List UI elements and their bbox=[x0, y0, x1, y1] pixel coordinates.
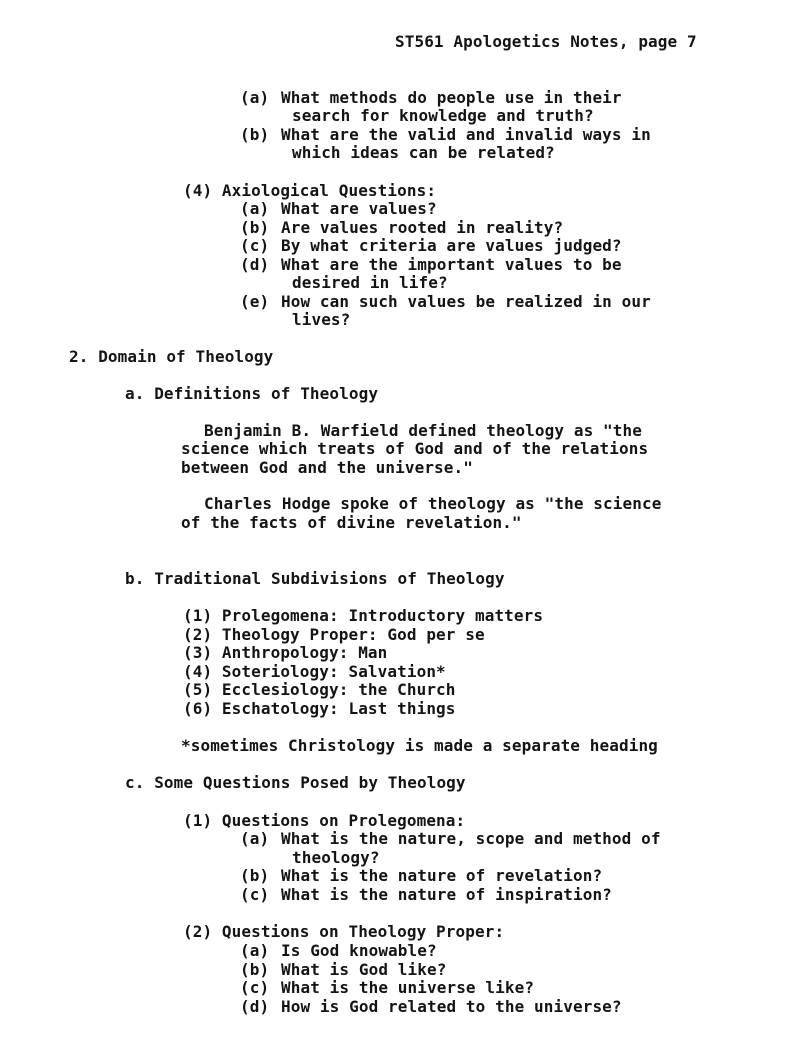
item-text: How can such values be realized in our bbox=[281, 292, 651, 311]
item-text: What is the nature of revelation? bbox=[281, 866, 603, 885]
item-text-cont: desired in life? bbox=[292, 273, 448, 292]
item-text: What are values? bbox=[281, 199, 437, 218]
subsection-heading: (4) Axiological Questions: bbox=[183, 181, 437, 200]
item-label: (c) bbox=[240, 885, 270, 904]
list-item: (1) Prolegomena: Introductory matters bbox=[183, 606, 544, 625]
item-text: What is the universe like? bbox=[281, 978, 535, 997]
subsection-heading: b. Traditional Subdivisions of Theology bbox=[125, 569, 505, 588]
page-header: ST561 Apologetics Notes, page 7 bbox=[395, 32, 697, 51]
item-label: (a) bbox=[240, 829, 270, 848]
question-group-heading: (1) Questions on Prolegomena: bbox=[183, 811, 466, 830]
item-label: (b) bbox=[240, 125, 270, 144]
item-text: By what criteria are values judged? bbox=[281, 236, 622, 255]
item-label: (d) bbox=[240, 255, 270, 274]
paragraph-line: Charles Hodge spoke of theology as "the science bbox=[204, 494, 662, 513]
paragraph-line: science which treats of God and of the relations bbox=[181, 439, 649, 458]
item-label: (c) bbox=[240, 978, 270, 997]
paragraph-line: between God and the universe." bbox=[181, 458, 473, 477]
paragraph-line: of the facts of divine revelation." bbox=[181, 513, 522, 532]
list-item: (5) Ecclesiology: the Church bbox=[183, 680, 456, 699]
question-group-heading: (2) Questions on Theology Proper: bbox=[183, 922, 505, 941]
item-text-cont: search for knowledge and truth? bbox=[292, 106, 594, 125]
item-text: What methods do people use in their bbox=[281, 88, 622, 107]
item-text: What is the nature, scope and method of bbox=[281, 829, 661, 848]
item-text: What is the nature of inspiration? bbox=[281, 885, 612, 904]
paragraph-line: Benjamin B. Warfield defined theology as "the bbox=[204, 421, 642, 440]
item-text: Is God knowable? bbox=[281, 941, 437, 960]
item-text-cont: which ideas can be related? bbox=[292, 143, 555, 162]
item-label: (a) bbox=[240, 88, 270, 107]
item-text: What are the valid and invalid ways in bbox=[281, 125, 651, 144]
section-heading: 2. Domain of Theology bbox=[69, 347, 274, 366]
item-text: Are values rooted in reality? bbox=[281, 218, 564, 237]
footnote: *sometimes Christology is made a separate heading bbox=[181, 736, 658, 755]
item-text: How is God related to the universe? bbox=[281, 997, 622, 1016]
subsection-heading: a. Definitions of Theology bbox=[125, 384, 379, 403]
item-text-cont: theology? bbox=[292, 848, 380, 867]
item-text: What is God like? bbox=[281, 960, 447, 979]
item-label: (a) bbox=[240, 199, 270, 218]
list-item: (6) Eschatology: Last things bbox=[183, 699, 456, 718]
item-label: (d) bbox=[240, 997, 270, 1016]
item-label: (e) bbox=[240, 292, 270, 311]
subsection-heading: c. Some Questions Posed by Theology bbox=[125, 773, 466, 792]
list-item: (3) Anthropology: Man bbox=[183, 643, 388, 662]
item-label: (a) bbox=[240, 941, 270, 960]
list-item: (4) Soteriology: Salvation* bbox=[183, 662, 446, 681]
item-label: (c) bbox=[240, 236, 270, 255]
item-label: (b) bbox=[240, 866, 270, 885]
item-text-cont: lives? bbox=[292, 310, 351, 329]
list-item: (2) Theology Proper: God per se bbox=[183, 625, 485, 644]
item-text: What are the important values to be bbox=[281, 255, 622, 274]
item-label: (b) bbox=[240, 218, 270, 237]
item-label: (b) bbox=[240, 960, 270, 979]
